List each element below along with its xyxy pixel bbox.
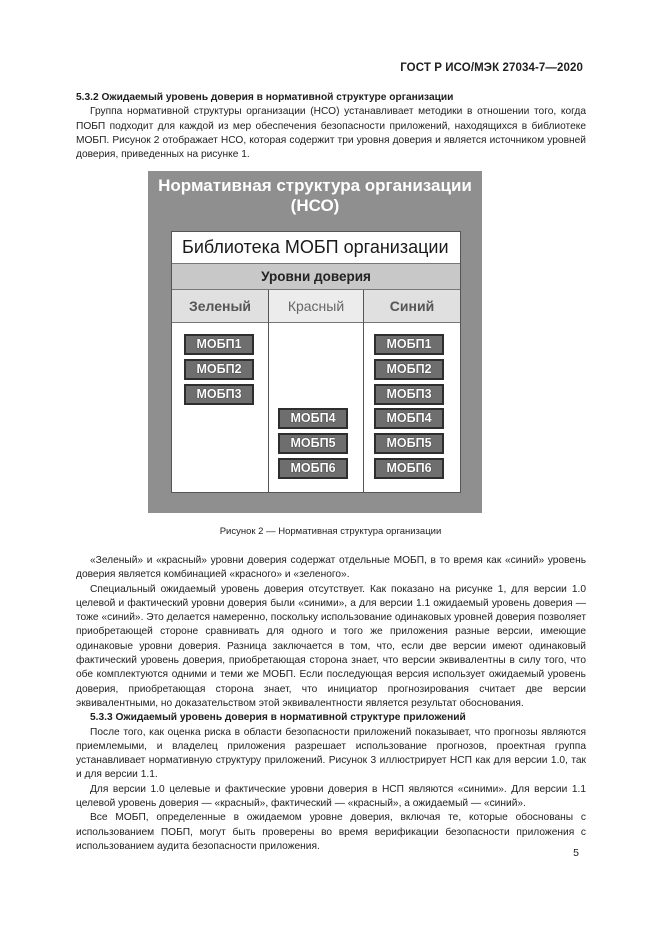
paragraph: После того, как оценка риска в области безопасности приложений показывает, что прогнозы являются приемлемыми, и владелец приложения разрешает использование прогнозов, проектная группа устанавливает нормативную структуру приложений. Рисунок 3 иллюстрирует НСП как для версии 1.0, так и для версии 1.1.: [76, 726, 586, 781]
figure-title: Нормативная структура организации (НСО): [158, 176, 472, 215]
section-5-3-2: [76, 91, 586, 162]
figure-nso: [148, 171, 482, 513]
paragraph: Специальный ожидаемый уровень доверия отсутствует. Как показано на рисунке 1, для версии 1.0 целевой и фактический уровни доверия были «синими», а для версии 1.1 ожидаемый уровень доверия — тоже «синий». Это делается намеренно, поскольку использование одинаковых уровней доверия позволяет приобретающей стороне сравнивать для одного и того же приложения разные версии, имеющие одинаковые уровни доверия. Разница заключается в том, что, если две версии имеют одинаковый фактический уровень доверия, приобретающая сторона знает, что версии эквивалентны в силу того, что обе комплектуются одними и теми же МОБП. Если последующая версия использует ожидаемый уровень доверия, приобретающая сторона знает, что инициатор прогнозирования считает две версии эквивалентными, но доказательством этой эквивалентности является результат обоснования.: [76, 583, 586, 709]
mobp-box: МОБП4: [374, 408, 444, 429]
mobp-box: МОБП5: [278, 433, 348, 454]
column-header-red: Красный: [269, 290, 363, 323]
mobp-box: МОБП1: [374, 334, 444, 355]
page-number: 5: [573, 847, 579, 859]
document-header-code: ГОСТ Р ИСО/МЭК 27034-7—2020: [400, 62, 583, 74]
mobp-box: МОБП3: [374, 384, 444, 405]
section-heading: 5.3.3 Ожидаемый уровень доверия в нормативной структуре приложений: [90, 712, 466, 724]
library-box: [171, 231, 461, 493]
mobp-box: МОБП6: [374, 458, 444, 479]
column-separator: [268, 290, 269, 492]
column-separator: [363, 290, 364, 492]
mobp-box: МОБП6: [278, 458, 348, 479]
paragraph: Для версии 1.0 целевые и фактические уровни доверия в НСП являются «синими». Для версии 1.1 целевой уровень доверия — «красный», фактический — «красный», а ожидаемый — «синий».: [76, 783, 586, 810]
library-title: Библиотека МОБП организации: [182, 237, 449, 257]
column-header-green: Зеленый: [172, 290, 268, 323]
mobp-box: МОБП3: [184, 384, 254, 405]
mobp-box: МОБП2: [374, 359, 444, 380]
mobp-box: МОБП4: [278, 408, 348, 429]
mobp-box: МОБП5: [374, 433, 444, 454]
mobp-box: МОБП2: [184, 359, 254, 380]
section-heading: 5.3.2 Ожидаемый уровень доверия в нормативной структуре организации: [76, 92, 454, 103]
paragraph: Группа нормативной структуры организации (НСО) устанавливает методики в отношении того, когда ПОБП подходит для каждой из мер обеспечения безопасности приложений, находящихся в библиотеке МОБП. Рисунок 2 отображает НСО, которая содержит три уровня доверия и является источником уровней доверия, приведенных на рисунке 1.: [76, 106, 586, 161]
paragraph: Все МОБП, определенные в ожидаемом уровне доверия, включая те, которые обоснованы с использованием ПОБП, могут быть проверены во время верификации безопасности приложения с использованием аудита безопасности приложения.: [76, 812, 586, 852]
body-text: [76, 554, 586, 854]
column-header-blue: Синий: [364, 290, 460, 323]
paragraph: «Зеленый» и «красный» уровни доверия содержат отдельные МОБП, в то время как «синий» уровень доверия является комбинацией «красного» и «зеленого».: [76, 555, 586, 581]
levels-label: Уровни доверия: [172, 263, 460, 290]
figure-caption: Рисунок 2 — Нормативная структура организации: [219, 526, 442, 537]
mobp-box: МОБП1: [184, 334, 254, 355]
